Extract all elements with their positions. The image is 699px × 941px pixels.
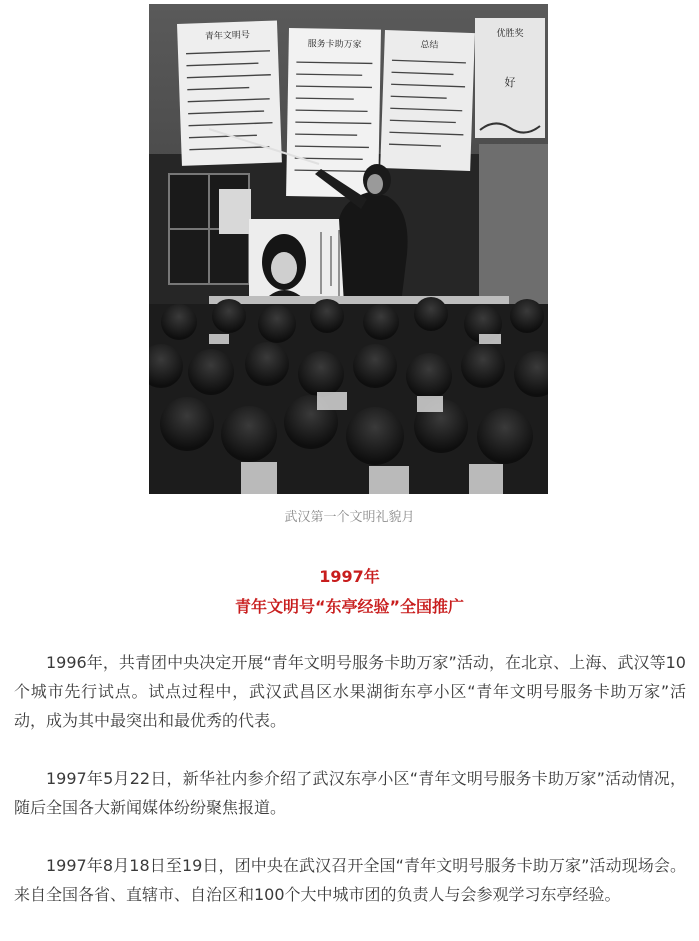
portrait-board bbox=[249, 219, 349, 309]
photo-illustration bbox=[149, 4, 548, 494]
paragraph-3: 1997年8月18日至19日，团中央在武汉召开全国“青年文明号服务卡助万家”活动现场会。来自全国各省、直辖市、自治区和100个大中城市团的负责人与会参观学习东亭经验。 bbox=[14, 856, 686, 904]
photo-caption: 武汉第一个文明礼貌月 bbox=[284, 510, 415, 525]
poster-text-5: 好 bbox=[504, 76, 516, 89]
poster-text-4: 优胜奖 bbox=[496, 29, 524, 39]
paragraph-1: 1996年，共青团中央决定开展“青年文明号服务卡助万家”活动，在北京、上海、武汉等10个城市先行试点。试点过程中，武汉武昌区水果湖街东亭小区“青年文明号服务卡助万家”活动，成为其中最突出和最优秀的代表。 bbox=[14, 653, 686, 730]
snowflake-card bbox=[219, 189, 251, 234]
historic-photo bbox=[149, 4, 548, 494]
poster-text-2: 服务卡助万家 bbox=[307, 39, 362, 51]
paragraph-2: 1997年5月22日，新华社内参介绍了武汉东亭小区“青年文明号服务卡助万家”活动情况，随后全国各大新闻媒体纷纷聚焦报道。 bbox=[14, 769, 686, 817]
audience bbox=[149, 297, 548, 494]
section-title: 青年文明号“东亭经验”全国推广 bbox=[234, 597, 465, 616]
section-year: 1997年 bbox=[319, 567, 380, 586]
poster-text-3: 总结 bbox=[420, 40, 439, 51]
poster-text-1: 青年文明号 bbox=[204, 30, 251, 43]
